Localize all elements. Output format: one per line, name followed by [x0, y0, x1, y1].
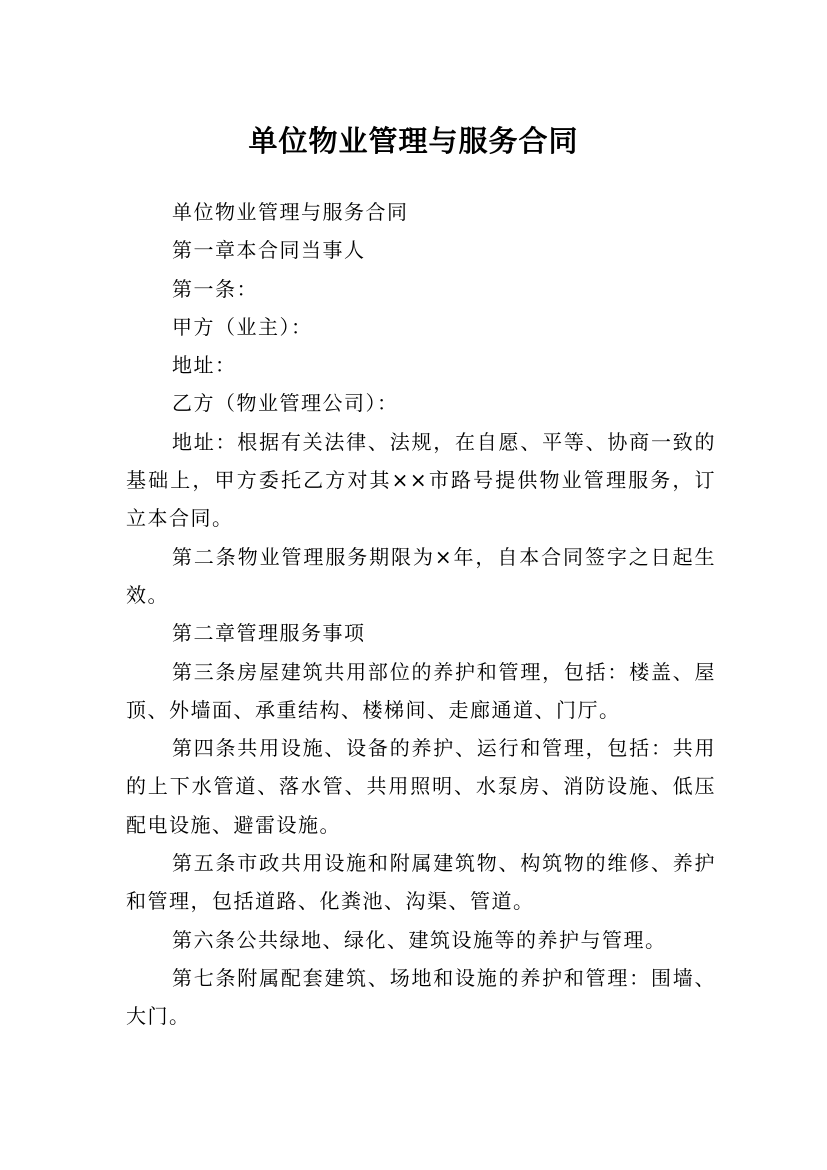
paragraph-contract-heading: 单位物业管理与服务合同	[172, 200, 409, 224]
paragraph-chapter-1-heading: 第一章本合同当事人	[172, 238, 366, 263]
paragraph-article-3: 第三条房屋建筑共用部位的养护和管理，包括：楼盖、屋顶、外墙面、承重结构、楼梯间、走廊通道、门厅。	[126, 659, 716, 722]
paragraph-article-1: 第一条：	[172, 276, 258, 301]
document-body	[126, 193, 716, 1036]
paragraph-party-a: 甲方（业主）：	[172, 314, 313, 339]
paragraph-party-b: 乙方（物业管理公司）：	[172, 391, 399, 416]
paragraph-article-2: 第二条物业管理服务期限为×年，自本合同签字之日起生效。	[126, 544, 716, 607]
paragraph-article-4: 第四条共用设施、设备的养护、运行和管理，包括：共用的上下水管道、落水管、共用照明、水泵房、消防设施、低压配电设施、避雷设施。	[126, 736, 716, 837]
paragraph-party-b-address: 地址：根据有关法律、法规，在自愿、平等、协商一致的基础上，甲方委托乙方对其××市路号提供物业管理服务，订立本合同。	[126, 429, 716, 531]
paragraph-party-a-address: 地址：	[172, 353, 237, 378]
document-title: 单位物业管理与服务合同	[248, 124, 579, 159]
paragraph-article-5: 第五条市政共用设施和附属建筑物、构筑物的维修、养护和管理，包括道路、化粪池、沟渠、管道。	[126, 851, 716, 914]
paragraph-article-7: 第七条附属配套建筑、场地和设施的养护和管理：围墙、大门。	[126, 965, 716, 1029]
paragraph-article-6: 第六条公共绿地、绿化、建筑设施等的养护与管理。	[172, 927, 667, 952]
paragraph-chapter-2-heading: 第二章管理服务事项	[172, 621, 366, 646]
